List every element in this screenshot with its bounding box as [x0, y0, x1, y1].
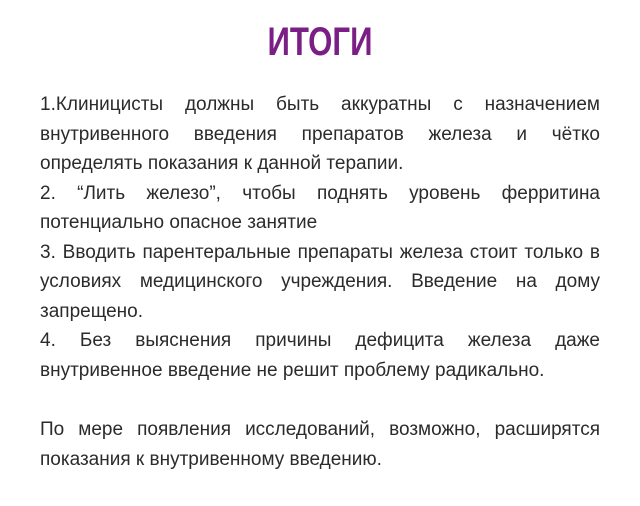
paragraph-spacer — [40, 385, 600, 415]
summary-item-4: 4. Без выяснения причины дефицита железа даже внутривенное введение не решит проблему радикально. — [40, 330, 600, 381]
summary-item-1: 1.Клиницисты должны быть аккуратны с назначением внутривенного введения препаратов железа и чётко определять показания к данной терапии. — [40, 94, 600, 174]
summary-item-2: 2. “Лить железо”, чтобы поднять уровень ферритина потенциально опасное занятие — [40, 182, 600, 233]
page-title: ИТОГИ — [267, 20, 373, 64]
summary-item-3: 3. Вводить парентеральные препараты железа стоит только в условиях медицинского учреждения. Введение на дому запрещено. — [40, 241, 600, 322]
summary-content — [40, 90, 600, 474]
conclusion-text: По мере появления исследований, возможно, расширятся показания к внутривенному введению. — [40, 419, 600, 470]
